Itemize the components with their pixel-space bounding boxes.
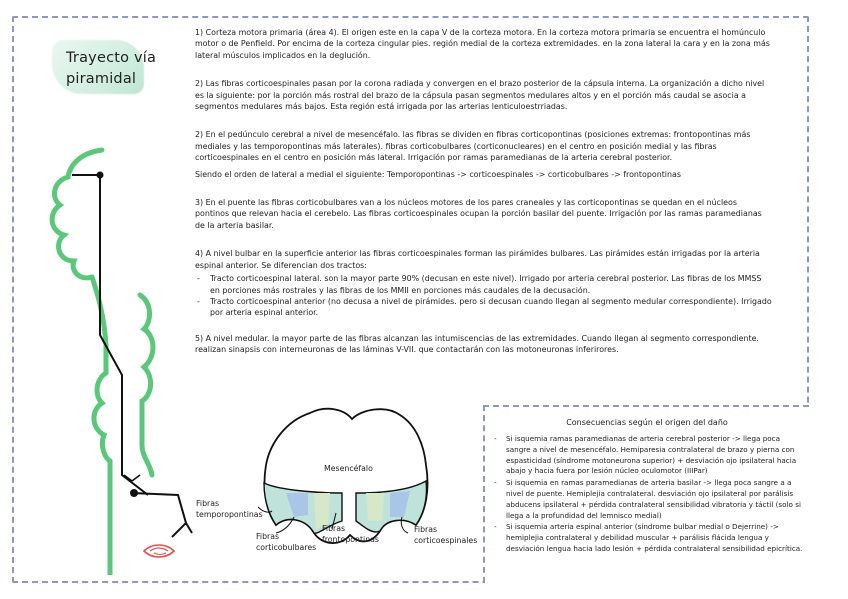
upper-motor-neuron <box>72 175 148 495</box>
list-item: - Si isquemia en ramas paramedianas de arteria basilar -> llega poca sangre a a nivel de puente. Hemiplejia contralateral. desviación ojo ipsilateral por parálisis abducens ipsilateral + pérdida contralateral sensibilidad vibratoria y táctil (solo si llega a la profundidad del lemnisco medial) <box>494 478 806 521</box>
cortex-outline <box>52 150 102 278</box>
title-line-1: Trayecto vía <box>66 50 157 66</box>
title-line-2: piramidal <box>66 71 137 87</box>
label-corticoespinales-2: corticoespinales <box>414 536 478 545</box>
label-corticoespinales-1: Fibras <box>414 525 438 534</box>
brainstem-outline-left <box>94 373 110 575</box>
label-corticobulbares-2: corticobulbares <box>256 543 317 552</box>
tract-list <box>195 273 773 319</box>
paragraph-corteza: 1) Corteza motora primaria (área 4). El origen este en la capa V de la corteza motora. En la corteza motora primaria se encuentra el homúnculo motor o de Penfield. Por encima de la corteza cingular pies. región medial de la corteza extremidades. en la zona lateral la cara y en la zona más lateral músculos implicados en la deglución. <box>195 28 770 60</box>
paragraph-pedunculo: 2) En el pedúnculo cerebral a nivel de mesencéfalo. las fibras se dividen en fibras corticopontinas (posiciones extremas: frontopontinas más mediales y las temporopontinas más laterales). fibras corticobulbares (corticonucleares) en el centro en posición medial y las fibras corticoespinales en el centro en posición más lateral. Irrigación por ramas paramedianas de la arteria cerebral posterior. <box>195 130 751 163</box>
paragraph-orden: Siendo el orden de lateral a medial el siguiente: Temporopontinas -> corticoespinales -> corticobulbares -> frontopontinas <box>195 169 681 179</box>
list-item: - Si isquemia ramas paramedianas de arteria cerebral posterior -> llega poca sangre a nivel de mesencéfalo. Hemiparesia contralateral de brazo y pierna con espasticidad (síndrome motoneurona superior) + desviación ojo ipsilateral hacia abajo y hacia fuera por lesión núcleo oculomotor (IIIPar) <box>494 434 806 477</box>
paragraph-puente: 3) En el puente las fibras corticobulbares van a los núcleos motores de los pares craneales y las corticopontinas se quedan en el núcleos pontinos que relevan hacia el cerebelo. Las fibras corticoespinales ocupan la porción basilar del puente. Irrigación por las ramas paramedianas de la arteria basilar. <box>195 198 762 230</box>
consequences-title: Consecuencias según el origen del daño <box>566 418 728 427</box>
corticobulbar-right <box>366 493 384 521</box>
paragraph-capsula: 2) Las fibras corticoespinales pasan por la corona radiada y convergen en el brazo posterior de la cápsula interna. La organización a dicho nivel es la siguiente: por la porción más rostral del brazo de la cápsula pasan segmentos medulares altos y en el porción más caudal se asocia a segmentos medulares más bajos. Esta región está irrigada por las arterias lenticuloestrriadas. <box>195 79 765 112</box>
page-title <box>66 48 166 90</box>
mesencephalon-diagram <box>190 405 490 565</box>
label-frontopontinas-1: Fibras <box>322 524 346 533</box>
label-mesencefalo: Mesencéfalo <box>324 464 373 473</box>
label-frontopontinas-2: frontopontinas <box>322 535 379 544</box>
content-paragraphs <box>195 27 773 373</box>
neuron-body-top <box>97 172 104 179</box>
list-item: - Si isquemia arteria espinal anterior (síndrome bulbar medial o Dejerrine) -> hemiplejia contralateral y debilidad muscular + parálisis flácida lengua y desviación lengua hacia lado lesión + pérdida contralateral sensibilidad epicrítica. <box>494 522 806 554</box>
lower-motor-neuron <box>132 493 192 537</box>
neuron-body-bottom <box>130 489 138 497</box>
label-corticobulbares-1: Fibras <box>256 532 280 541</box>
eye-icon <box>144 545 174 557</box>
label-temporopontinas-1: Fibras <box>196 499 220 508</box>
brainstem-outline-right <box>140 295 153 475</box>
mesencephalon-outline <box>264 409 427 543</box>
label-temporopontinas-2: temporopontinas <box>196 510 263 519</box>
consequences-list <box>494 434 806 556</box>
paragraph-bulbo: 4) A nivel bulbar en la superficie anterior las fibras corticoespinales forman las pirámides bulbares. Las pirámides están irrigadas por la arteria espinal anterior. Se diferencian dos tractos: <box>195 249 760 270</box>
pyramidal-pathway-illustration <box>40 145 200 575</box>
list-item: - Tracto corticoespinal anterior (no decusa a nivel de pirámides. pero si decusan cuando llegan al segmento medular correspondiente). Irrigado por arteria espinal anterior. <box>195 296 773 319</box>
paragraph-medular: 5) A nivel medular. la mayor parte de las fibras alcanzan las intumiscencias de las extremidades. Cuando llegan al segmento correspondiente. realizan sinapsis con interneuronas de las láminas V-VII. que contactarán con las motoneuronas inferirores. <box>195 333 759 355</box>
list-item: - Tracto corticoespinal lateral. son la mayor parte 90% (decusan en este nivel). Irrigado por arteria cerebral posterior. Las fibras de los MMSS en porciones más rostrales y las fibras de los MMII en porciones más caudales de la decusación. <box>195 273 773 296</box>
